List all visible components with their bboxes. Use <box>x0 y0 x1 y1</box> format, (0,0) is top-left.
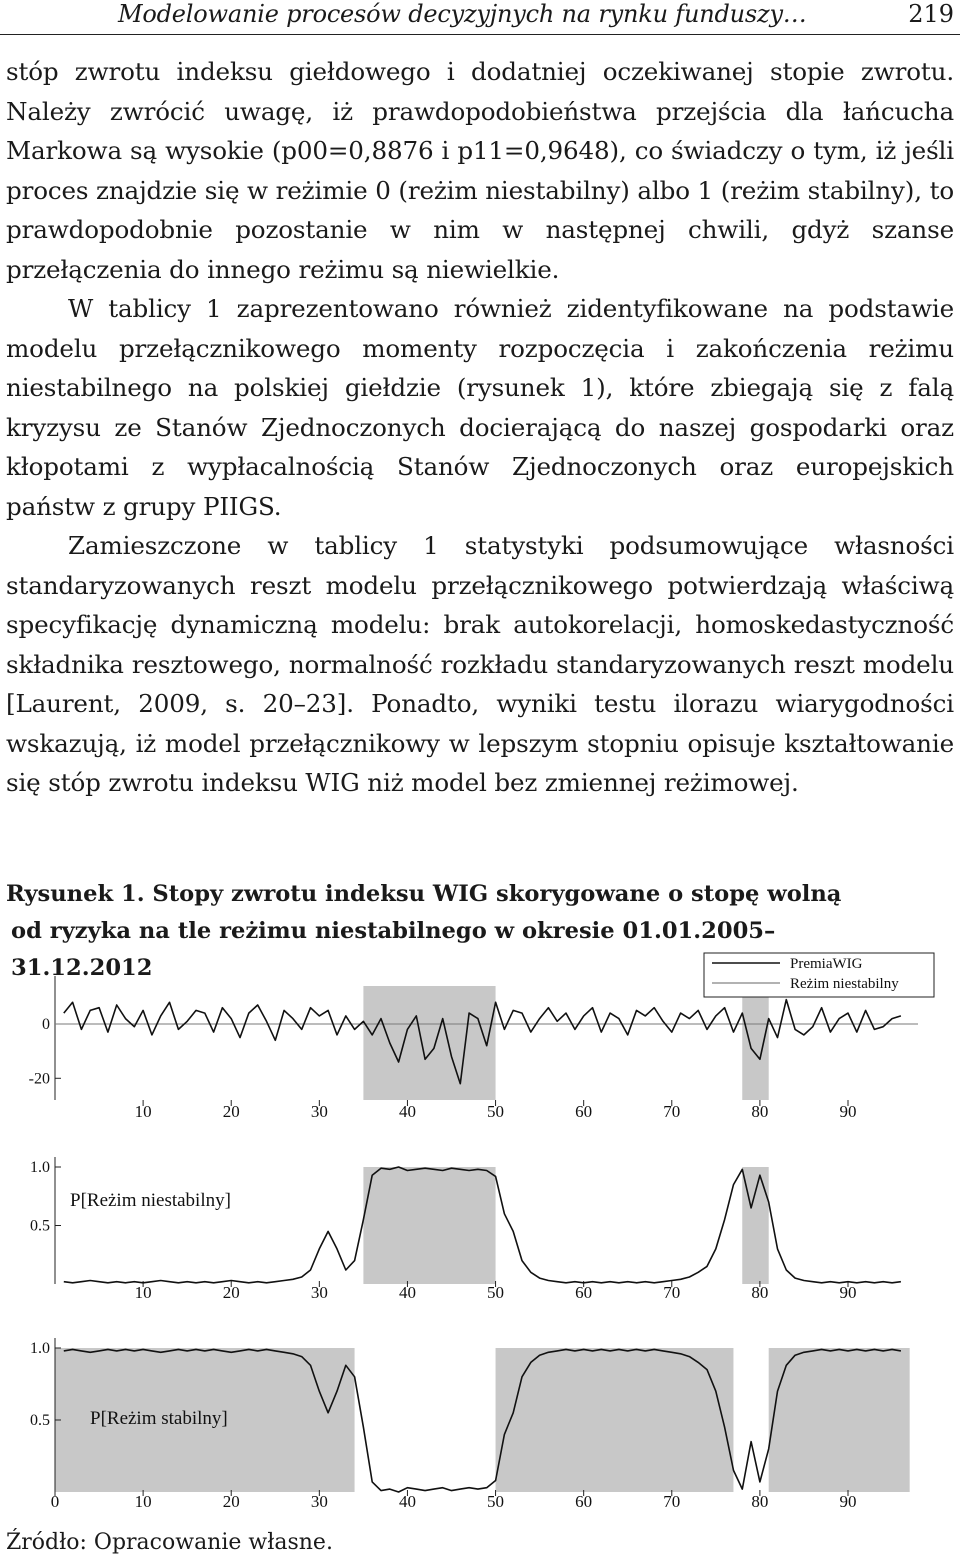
x-tick-label: 20 <box>222 1102 240 1121</box>
legend-label: PremiaWIG <box>790 956 863 972</box>
x-tick-label: 40 <box>398 1283 416 1302</box>
chart-panel <box>30 1338 910 1511</box>
x-tick-label: 70 <box>663 1283 681 1302</box>
figure-caption-line: Rysunek 1. Stopy zwrotu indeksu WIG skorygowane o stopę wolną <box>6 881 842 907</box>
x-tick-label: 0 <box>50 1492 60 1511</box>
y-tick-label: 0 <box>42 1016 50 1033</box>
x-tick-label: 20 <box>222 1283 240 1302</box>
regime-shade <box>742 986 768 1100</box>
chart-svg <box>0 940 960 1535</box>
x-tick-label: 10 <box>134 1492 152 1511</box>
x-tick-label: 10 <box>134 1283 152 1302</box>
page-number: 219 <box>908 0 954 28</box>
paragraph: Zamieszczone w tablicy 1 statystyki podsumowujące własności standaryzowanych reszt modelu przełącznikowego potwierdzają właściwą specyfikację dynamiczną modelu: brak autokorelacji, homoskedastyczność składnika resztowego, normalność rozkładu standaryzowanych reszt modelu [Laurent, 2009, s. 20–23]. Ponadto, wyniki testu ilorazu wiarygodności wskazują, iż model przełącznikowy w lepszym stopniu opisuje kształtowanie się stóp zwrotu indeksu WIG niż model bez zmiennej reżimowej. <box>6 531 954 797</box>
y-tick-label: -20 <box>28 1070 50 1088</box>
body-text <box>6 52 954 803</box>
figure-source: Źródło: Opracowanie własne. <box>6 1530 333 1555</box>
y-tick-label: 0.5 <box>30 1217 50 1235</box>
running-title: Modelowanie procesów decyzyjnych na rynku funduszy… <box>118 0 807 28</box>
x-tick-label: 20 <box>222 1492 240 1511</box>
x-tick-label: 60 <box>575 1283 593 1302</box>
x-tick-label: 40 <box>398 1102 416 1121</box>
figure-chart <box>0 940 960 1535</box>
x-tick-label: 60 <box>575 1102 593 1121</box>
paragraph: W tablicy 1 zaprezentowano również zidentyfikowane na podstawie modelu przełącznikowego momenty rozpoczęcia i zakończenia reżimu niestabilnego na polskiej giełdzie (rysunek 1), które zbiegają się z falą kryzysu ze Stanów Zjednoczonych docierającą do naszej gospodarki oraz kłopotami z wypłacalnością Stanów Zjednoczonych oraz europejskich państw z grupy PIIGS. <box>6 294 954 521</box>
panel-annotation: P[Reżim stabilny] <box>90 1408 228 1429</box>
y-tick-label: 0.5 <box>30 1412 50 1429</box>
x-tick-label: 90 <box>839 1283 857 1302</box>
regime-shade <box>363 986 495 1100</box>
x-tick-label: 90 <box>839 1102 857 1121</box>
y-tick-label: 1.0 <box>30 1340 50 1357</box>
x-tick-label: 70 <box>663 1102 681 1121</box>
x-tick-label: 80 <box>751 1283 769 1302</box>
x-tick-label: 50 <box>487 1492 505 1511</box>
panel-annotation: P[Reżim niestabilny] <box>70 1190 231 1211</box>
x-tick-label: 30 <box>310 1492 328 1511</box>
x-tick-label: 40 <box>398 1492 416 1511</box>
x-tick-label: 50 <box>487 1102 505 1121</box>
x-tick-label: 90 <box>839 1492 857 1511</box>
regime-shade <box>496 1348 734 1492</box>
figure-caption-line: od ryzyka na tle reżimu niestabilnego w okresie 01.01.2005–31.12.2012 <box>11 918 776 981</box>
x-tick-label: 80 <box>751 1492 769 1511</box>
chart-panel <box>29 953 934 1121</box>
regime-shade <box>769 1348 910 1492</box>
chart-panel <box>30 1157 901 1302</box>
running-header <box>0 0 960 35</box>
x-tick-label: 50 <box>487 1283 505 1302</box>
x-tick-label: 60 <box>575 1492 593 1511</box>
x-tick-label: 30 <box>310 1283 328 1302</box>
paragraph: stóp zwrotu indeksu giełdowego i dodatniej oczekiwanej stopie zwrotu. Należy zwrócić uwagę, iż prawdopodobieństwa przejścia dla łańcucha Markowa są wysokie (p00=0,8876 i p11=0,9648), co świadczy o tym, iż jeśli proces znajdzie się w reżimie 0 (reżim niestabilny) albo 1 (reżim stabilny), to prawdopodobnie pozostanie w nim w następnej chwili, gdyż szanse przełączenia do innego reżimu są niewielkie. <box>6 57 954 284</box>
x-tick-label: 70 <box>663 1492 681 1511</box>
regime-shade <box>363 1167 495 1284</box>
y-tick-label: 1.0 <box>30 1159 50 1176</box>
x-tick-label: 30 <box>310 1102 328 1121</box>
x-tick-label: 80 <box>751 1102 769 1121</box>
x-tick-label: 10 <box>134 1102 152 1121</box>
legend-label: Reżim niestabilny <box>790 976 899 992</box>
